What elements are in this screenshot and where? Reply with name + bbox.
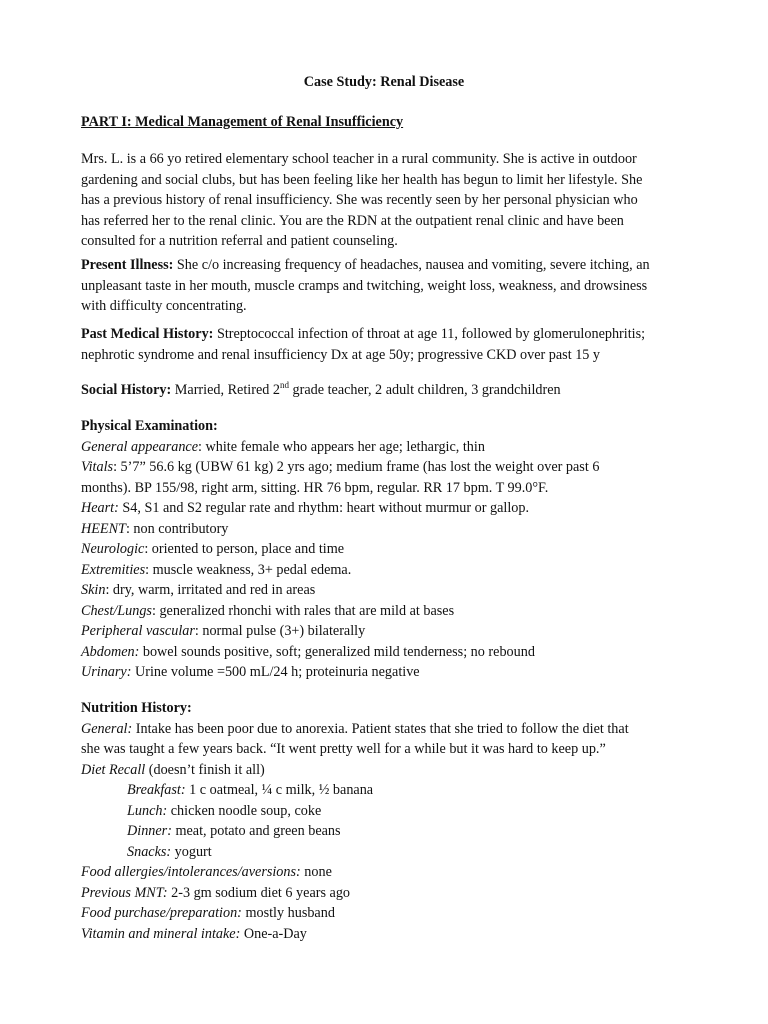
part-heading: PART I: Medical Management of Renal Insufficiency [81, 114, 404, 130]
exam-label: Heart: [81, 500, 119, 516]
exam-text: : white female who appears her age; lethargic, thin [198, 438, 485, 455]
physical-exam-heading: Physical Examination: [81, 418, 218, 434]
past-history-section [81, 324, 693, 365]
exam-text: : normal pulse (3+) bilaterally [194, 623, 366, 639]
social-history-text: grade teacher, 2 adult children, 3 grandchildren [288, 382, 561, 398]
exam-label: Skin [81, 582, 106, 598]
present-illness-label: Present Illness: [81, 257, 174, 273]
nutrition-label: Diet Recall [81, 761, 146, 778]
exam-text: : generalized rhonchi with rales that are mild at bases [151, 602, 455, 619]
present-illness-text: She c/o increasing frequency of headaches, nausea and vomiting, severe itching, an [173, 257, 650, 273]
intro-line: has referred her to the renal clinic. You are the RDN at the outpatient renal clinic and have been [81, 212, 624, 229]
page-title: Case Study: Renal Disease [303, 74, 465, 90]
meal-label: Snacks: [127, 843, 172, 860]
exam-label: Neurologic [81, 541, 145, 557]
nutrition-label: Food allergies/intolerances/aversions: [81, 864, 301, 880]
nutrition-text: One-a-Day [240, 925, 307, 942]
nutrition-text: mostly husband [241, 905, 335, 921]
intro-paragraph [81, 149, 693, 252]
present-illness-text: unpleasant taste in her mouth, muscle cramps and twitching, weight loss, weakness, and drowsiness [81, 277, 648, 294]
meal-text: meat, potato and green beans [171, 823, 341, 839]
present-illness-text: with difficulty concentrating. [81, 298, 247, 314]
meal-text: chicken noodle soup, coke [167, 802, 322, 819]
intro-line: gardening and social clubs, but has been feeling like her health has begun to limit her lifestyle. She [81, 171, 643, 188]
nutrition-text: none [300, 864, 332, 880]
exam-text: bowel sounds positive, soft; generalized mild tenderness; no rebound [139, 643, 535, 660]
exam-label: Peripheral vascular [81, 623, 195, 639]
nutrition-label: Previous MNT: [81, 884, 168, 901]
exam-text: : dry, warm, irritated and red in areas [105, 582, 316, 598]
nutrition-text: she was taught a few years back. “It went pretty well for a while but it was hard to keep up.” [81, 741, 606, 757]
social-history-text: Married, Retired 2 [171, 382, 280, 398]
social-history-label: Social History: [81, 382, 172, 398]
exam-label: HEENT [81, 520, 126, 537]
exam-text: months). BP 155/98, right arm, sitting. HR 76 bpm, regular. RR 17 bpm. T 99.0°F. [81, 479, 549, 496]
physical-exam-section [81, 416, 693, 683]
intro-line: Mrs. L. is a 66 yo retired elementary school teacher in a rural community. She is active in outdoor [81, 151, 637, 167]
past-history-label: Past Medical History: [81, 326, 214, 342]
meal-label: Lunch: [127, 802, 168, 819]
exam-label: Urinary: [81, 664, 132, 680]
past-history-text: Streptococcal infection of throat at age 11, followed by glomerulonephritis; [213, 326, 646, 342]
intro-line: has a previous history of renal insufficiency. She was recently seen by her personal physician who [81, 192, 638, 208]
nutrition-label: Vitamin and mineral intake: [81, 925, 241, 942]
exam-text: : muscle weakness, 3+ pedal edema. [145, 561, 352, 578]
meal-text: yogurt [171, 843, 212, 860]
nutrition-history-section [81, 698, 693, 944]
nutrition-text: Intake has been poor due to anorexia. Patient states that she tried to follow the diet that [132, 720, 629, 737]
exam-text: : 5’7” 56.6 kg (UBW 61 kg) 2 yrs ago; medium frame (has lost the weight over past 6 [113, 459, 600, 475]
exam-text: : non contributory [125, 520, 229, 537]
nutrition-text: 2-3 gm sodium diet 6 years ago [167, 884, 351, 901]
meal-text: 1 c oatmeal, ¼ c milk, ½ banana [185, 782, 374, 798]
nutrition-label: General: [81, 720, 133, 737]
exam-label: Abdomen: [81, 643, 140, 660]
exam-label: Chest/Lungs [81, 602, 152, 619]
exam-label: Vitals [81, 459, 114, 475]
exam-label: Extremities [81, 561, 146, 578]
nutrition-label: Food purchase/preparation: [81, 905, 242, 921]
social-history-section [81, 380, 693, 401]
exam-text: : oriented to person, place and time [144, 541, 345, 557]
exam-text: S4, S1 and S2 regular rate and rhythm: heart without murmur or gallop. [118, 500, 530, 516]
intro-line: consulted for a nutrition referral and patient counseling. [81, 233, 398, 249]
nutrition-text: (doesn’t finish it all) [145, 761, 265, 778]
meal-label: Dinner: [127, 823, 172, 839]
past-history-text: nephrotic syndrome and renal insufficiency Dx at age 50y; progressive CKD over past 15 y [81, 346, 601, 363]
exam-text: Urine volume =500 mL/24 h; proteinuria negative [131, 664, 420, 680]
meal-label: Breakfast: [127, 782, 186, 798]
exam-label: General appearance [81, 438, 199, 455]
nutrition-history-heading: Nutrition History: [81, 700, 192, 716]
ordinal-suffix: nd [279, 380, 289, 390]
present-illness-section [81, 255, 693, 317]
